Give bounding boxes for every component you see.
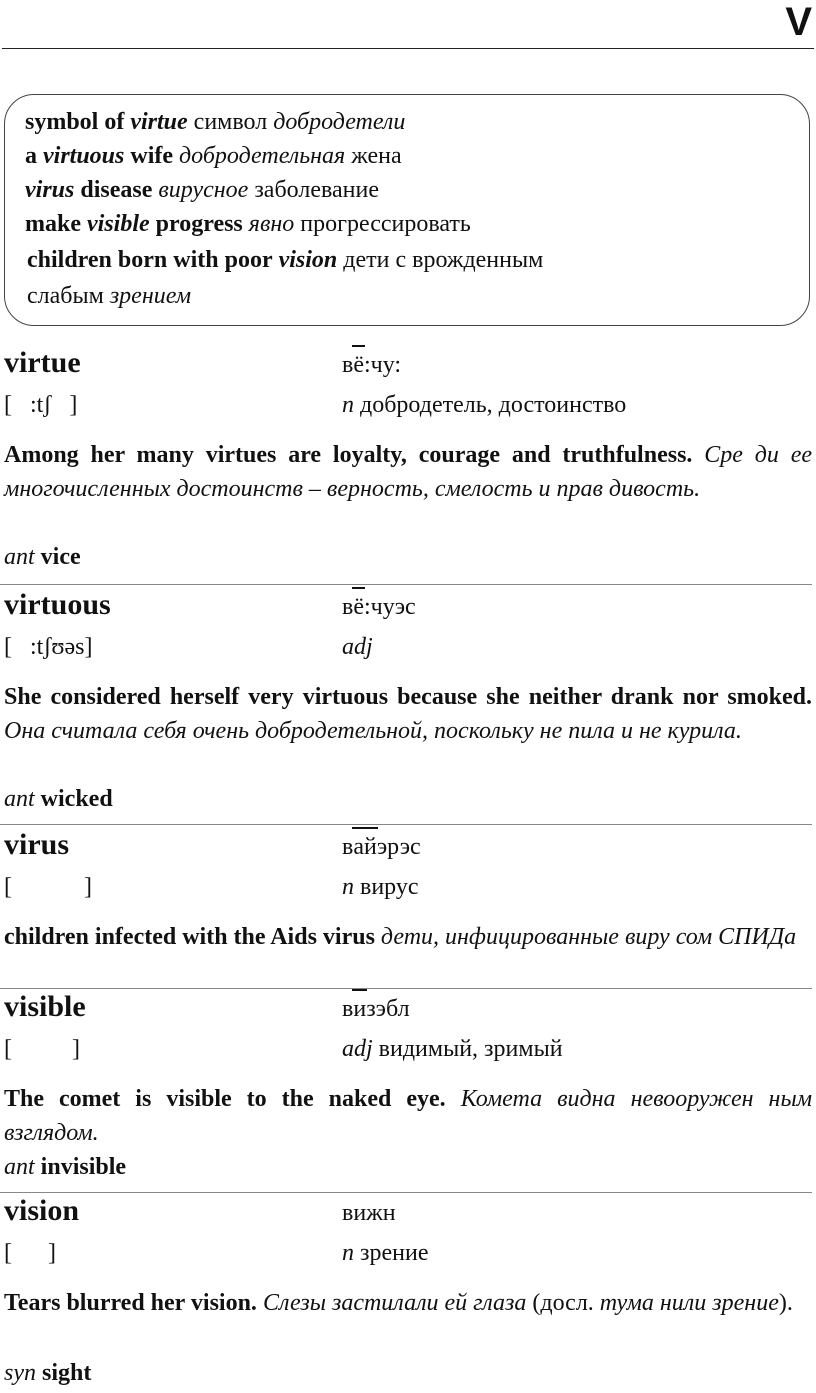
example-russian: Комета видна невооружен ным взглядом. — [4, 1086, 813, 1146]
ipa-transcription: [ :tʃ ] — [4, 392, 78, 418]
phrase-line — [25, 141, 402, 171]
phrase-translation: жена — [351, 143, 402, 169]
pronunciation: вё:чу: — [342, 352, 402, 378]
entry-divider — [0, 584, 812, 585]
example — [4, 438, 812, 506]
example-english: children infected with the Aids virus — [4, 924, 375, 950]
header-rule — [2, 48, 814, 49]
example-english: She considered herself very virtuous because she neither drank nor smoked. — [4, 684, 812, 710]
example — [4, 1082, 812, 1150]
antonym-note: ant invisible — [4, 1154, 127, 1180]
example-english: Among her many virtues are loyalty, courage and truthfulness. — [4, 442, 693, 468]
phrase-line — [27, 245, 543, 275]
example-english: The comet is visible to the naked eye. — [4, 1086, 446, 1112]
phrase-translation: символ — [193, 109, 268, 135]
gloss: adj видимый, зримый — [342, 1036, 563, 1062]
part-of-speech: adj — [342, 1036, 373, 1062]
phrase-keyword: visible — [87, 211, 150, 237]
example — [4, 680, 812, 748]
stress-mark: ё — [353, 594, 364, 620]
phrase-translation: заболевание — [254, 177, 379, 203]
phrase-line — [27, 281, 191, 311]
phrase-line — [25, 209, 471, 239]
phrase-translation-italic: вирусное — [158, 177, 249, 203]
headword: virtuous — [4, 588, 111, 621]
phrase-translation-italic: явно — [248, 211, 295, 237]
pronunciation: вижн — [342, 1200, 396, 1226]
entry-divider — [0, 988, 812, 989]
phrase-bold: symbol of — [25, 109, 125, 135]
gloss: n добродетель, достоинство — [342, 392, 627, 418]
pronunciation: вайэрэс — [342, 834, 421, 860]
example-russian: Она считала себя очень добродетельной, поскольку не пила и не курила. — [4, 718, 742, 744]
antonym-note: ant vice — [4, 544, 81, 570]
part-of-speech: n — [342, 392, 354, 418]
example-russian: Сре ди ее многочисленных достоинств – верность, смелость и прав дивость. — [4, 442, 812, 502]
pronunciation: вё:чуэс — [342, 594, 416, 620]
phrase-translation: прогрессировать — [300, 211, 471, 237]
phrase-keyword: virus — [25, 177, 75, 203]
gloss: n вирус — [342, 874, 419, 900]
phrase-keyword: vision — [278, 247, 338, 273]
phrase-bold: a — [25, 143, 37, 169]
phrase-line — [25, 107, 405, 137]
phrase-bold: progress — [155, 211, 243, 237]
phrase-bold: make — [25, 211, 81, 237]
ipa-transcription: [ ] — [4, 1240, 56, 1266]
headword: virus — [4, 828, 70, 861]
example: Tears blurred her vision. Слезы застилали ей глаза (досл. тума нили зрение). — [4, 1290, 793, 1316]
phrase-translation: дети с врожденным — [343, 247, 544, 273]
headword: virtue — [4, 346, 81, 379]
example-russian: Слезы застилали ей глаза — [262, 1290, 527, 1316]
phrase-bold: wife — [130, 143, 174, 169]
ipa-transcription: [ ] — [4, 1036, 80, 1062]
example-english: Tears blurred her vision. — [4, 1290, 257, 1316]
phrase-translation-italic: зрением — [109, 283, 192, 309]
part-of-speech: n — [342, 1240, 354, 1266]
antonym-note: ant wicked — [4, 786, 113, 812]
gloss: n зрение — [342, 1240, 429, 1266]
page-letter: V — [785, 0, 812, 44]
phrase-box — [4, 94, 810, 326]
phrase-translation-italic: добродетели — [273, 109, 406, 135]
entry-divider — [0, 1192, 812, 1193]
example — [4, 920, 812, 954]
headword: visible — [4, 990, 86, 1023]
stress-mark: ай — [353, 834, 377, 860]
pronunciation: визэбл — [342, 996, 410, 1022]
synonym-note: syn sight — [4, 1360, 92, 1386]
headword: vision — [4, 1194, 80, 1227]
phrase-translation: слабым — [27, 283, 104, 309]
phrase-keyword: virtue — [130, 109, 188, 135]
part-of-speech: n — [342, 874, 354, 900]
phrase-translation-italic: добродетельная — [179, 143, 346, 169]
ipa-transcription: [ ] — [4, 874, 92, 900]
part-of-speech: adj — [342, 634, 373, 660]
stress-mark: ё — [353, 352, 364, 378]
phrase-bold: children born with poor — [27, 247, 273, 273]
ipa-transcription: [ :tʃʊəs] — [4, 634, 93, 660]
gloss — [342, 632, 373, 662]
phrase-keyword: virtuous — [43, 143, 125, 169]
stress-mark: и — [353, 996, 367, 1022]
example-russian: дети, инфицированные виру сом СПИДа — [380, 924, 797, 950]
entry-divider — [0, 824, 812, 825]
phrase-bold: disease — [80, 177, 153, 203]
phrase-line — [25, 175, 379, 205]
